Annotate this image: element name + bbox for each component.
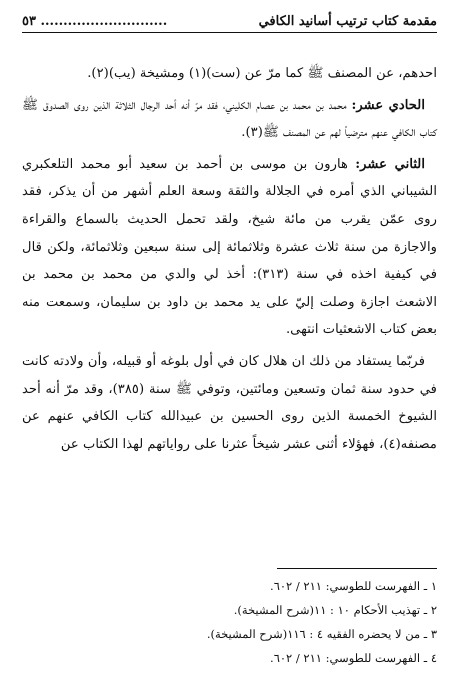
footnote-1: ١ ـ الفهرست للطوسي: ٢١١ / ٦٠٢. [270,579,437,593]
footnotes [22,574,437,670]
footnote-2: ٢ ـ تهذيب الأحكام ١٠ : ١١(شرح المشيخة). [233,603,437,617]
paragraph-4: فربّما يستفاد من ذلك ان هلال كان في أول بلوغه أو قبيله، وأن ولادته كانت في حدود سنة ثمان وتسعين ومائتين، وتوفي ﷺ سنة (٣٨٥)، وقد مرّ أنه أحد الشيوخ الخمسة الذين روى الحسين بن عبيدالله كتاب الكافي عنهم عن مصنفه(٤)، فهؤلاء أثنى عشر شيخاً عثرنا على رواياتهم لهذا الكتاب عن [22,353,437,452]
paragraph-2 [22,92,437,147]
page-number: ٥٣ ............................ [22,14,168,29]
body-text [22,60,437,462]
paragraph-2-label: الحادي عشر: [351,97,425,113]
paragraph-3-text: هارون بن موسى بن أحمد بن سعيد أبو محمد التلعكبري الشيباني الذي أمره في الجلالة والثقة وسعة العلم أشهر من أن يذكر، فقد روى عمّن يقرب من مائة شيخ، ولقد تحمل الحديث بالسماع والقراءة والاجازة من سنة ثلاث عشرة وثلاثمائة إلى سنة سبعين وثلاثمائة، ولكن قال في كيفية اخذه في سنة (٣١٣): أخذ لي والدي من محمد بن محمد بن الاشعث اجازة وصلت إليّ على يد محمد بن داود بن سليمان، وسمعت منه بعض كتاب الاشعثيات انتهى. [22,156,437,338]
paragraph-2-text: محمد بن محمد بن عصام الكليني، فقد مرّ أنه أحد الرجال الثلاثة الذين روى الصدوق ﷺ كتاب الكافي عنهم مترضياً لهم عن المصنف ﷺ(٣). [22,97,437,141]
footnote-separator [277,568,437,569]
footnote-4: ٤ ـ الفهرست للطوسي: ٢١١ / ٦٠٢. [270,651,437,665]
paragraph-3-label: الثاني عشر: [355,156,425,172]
paragraph-3 [22,151,437,344]
running-header [22,8,437,33]
footnote-3: ٣ ـ من لا يحضره الفقيه ٤ : ١١٦(شرح المشيخة). [206,627,437,641]
running-header-title: مقدمة كتاب ترتيب أسانيد الكافي [258,14,437,29]
paragraph-1: احدهم، عن المصنف ﷺ كما مرّ عن (ست)(١) ومشيخة (يب)(٢). [87,66,437,81]
